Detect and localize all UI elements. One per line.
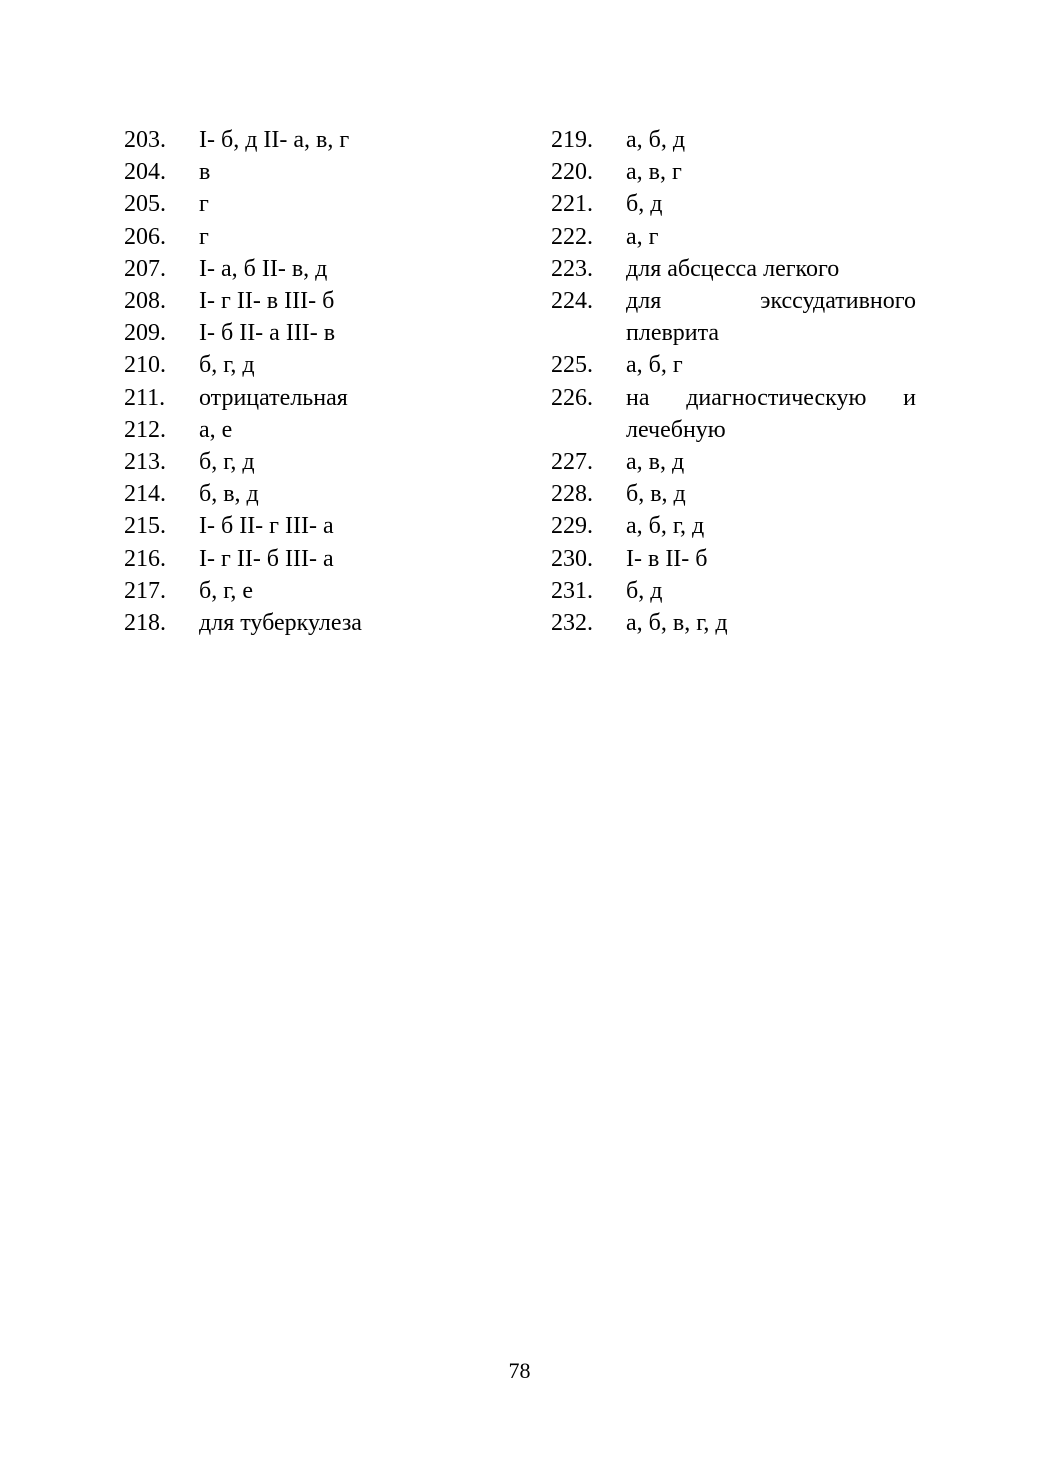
answer-text: I- г II- в III- б	[199, 288, 335, 315]
answer-item	[124, 382, 424, 414]
answer-number: 205.	[124, 191, 166, 218]
answer-number: 229.	[551, 513, 593, 540]
answer-item	[551, 156, 916, 188]
answer-number: 228.	[551, 481, 593, 508]
answer-item	[124, 285, 424, 317]
answer-item	[124, 221, 424, 253]
answer-text: а, е	[199, 416, 233, 443]
answer-text: а, б, в, г, д	[626, 610, 728, 637]
answer-number: 212.	[124, 416, 166, 443]
answer-number: 216.	[124, 545, 166, 572]
answer-item	[551, 478, 916, 510]
answer-item	[551, 446, 916, 478]
answer-number: 221.	[551, 191, 593, 218]
answer-item	[124, 543, 424, 575]
answer-item	[124, 253, 424, 285]
answer-text: б, д	[626, 577, 663, 604]
answer-number: 214.	[124, 481, 166, 508]
answer-text: на диагностическую и лечебную	[626, 384, 916, 443]
answer-number: 230.	[551, 545, 593, 572]
answer-item	[551, 124, 916, 156]
answer-text: б, в, д	[199, 481, 259, 508]
answer-number: 224.	[551, 288, 593, 315]
answer-number: 211.	[124, 384, 166, 411]
answer-item	[551, 510, 916, 542]
answer-number: 208.	[124, 288, 166, 315]
answer-item	[124, 156, 424, 188]
answer-number: 217.	[124, 577, 166, 604]
answer-text: I- а, б II- в, д	[199, 255, 328, 282]
answer-text: а, в, г	[626, 159, 682, 186]
answer-item	[124, 446, 424, 478]
answer-number: 232.	[551, 610, 593, 637]
answer-text: б, д	[626, 191, 663, 218]
answer-item	[124, 575, 424, 607]
answer-item	[551, 221, 916, 253]
page-number: 78	[508, 1358, 531, 1383]
answer-text: а, б, г, д	[626, 513, 705, 540]
answer-item	[124, 478, 424, 510]
answer-number: 220.	[551, 159, 593, 186]
answer-number: 231.	[551, 577, 593, 604]
answer-text: I- б II- г III- а	[199, 513, 334, 540]
answer-text: I- г II- б III- а	[199, 545, 334, 572]
answer-text: б, г, е	[199, 577, 253, 604]
answer-item	[551, 543, 916, 575]
answer-number: 223.	[551, 255, 593, 282]
answer-text: для экссудативного плеврита	[626, 288, 916, 347]
answer-item	[124, 510, 424, 542]
answer-number: 206.	[124, 223, 166, 250]
answer-item	[124, 188, 424, 220]
answer-item	[124, 317, 424, 349]
answer-number: 204.	[124, 159, 166, 186]
answer-number: 218.	[124, 610, 166, 637]
answer-text: б, г, д	[199, 449, 255, 476]
answer-number: 213.	[124, 449, 166, 476]
answer-number: 215.	[124, 513, 166, 540]
answer-number: 207.	[124, 255, 166, 282]
answer-text: I- б II- а III- в	[199, 320, 336, 347]
answer-item	[551, 253, 916, 285]
answer-text: а, б, д	[626, 127, 686, 153]
answer-item	[551, 349, 916, 381]
answer-item	[551, 607, 916, 639]
answer-number: 227.	[551, 449, 593, 476]
answer-item	[551, 382, 916, 446]
answers-right-column	[551, 124, 916, 639]
answer-number: 222.	[551, 223, 593, 250]
answer-text: для туберкулеза	[199, 610, 362, 637]
answer-text: г	[199, 191, 209, 218]
answer-item	[551, 285, 916, 349]
answer-number: 209.	[124, 320, 166, 347]
answer-text: I- в II- б	[626, 545, 708, 572]
answer-item	[124, 124, 424, 156]
answer-item	[551, 188, 916, 220]
answer-text: а, в, д	[626, 449, 685, 476]
answers-left-column	[124, 124, 424, 639]
answer-number: 219.	[551, 127, 593, 153]
answer-text: а, б, г	[626, 352, 683, 379]
answer-number: 225.	[551, 352, 593, 379]
answer-text: б, в, д	[626, 481, 686, 508]
answer-text: отрицательная	[199, 384, 348, 411]
answer-number: 210.	[124, 352, 166, 379]
answer-number: 203.	[124, 127, 166, 153]
answer-item	[124, 607, 424, 639]
answer-text: г	[199, 223, 209, 250]
answer-item	[551, 575, 916, 607]
answer-item	[124, 349, 424, 381]
answer-text: б, г, д	[199, 352, 255, 379]
answer-text: I- б, д II- а, в, г	[199, 127, 350, 153]
answer-text: а, г	[626, 223, 659, 250]
answer-item	[124, 414, 424, 446]
answer-text: для абсцесса легкого	[626, 255, 840, 282]
answer-text: в	[199, 159, 211, 186]
answer-number: 226.	[551, 384, 593, 411]
